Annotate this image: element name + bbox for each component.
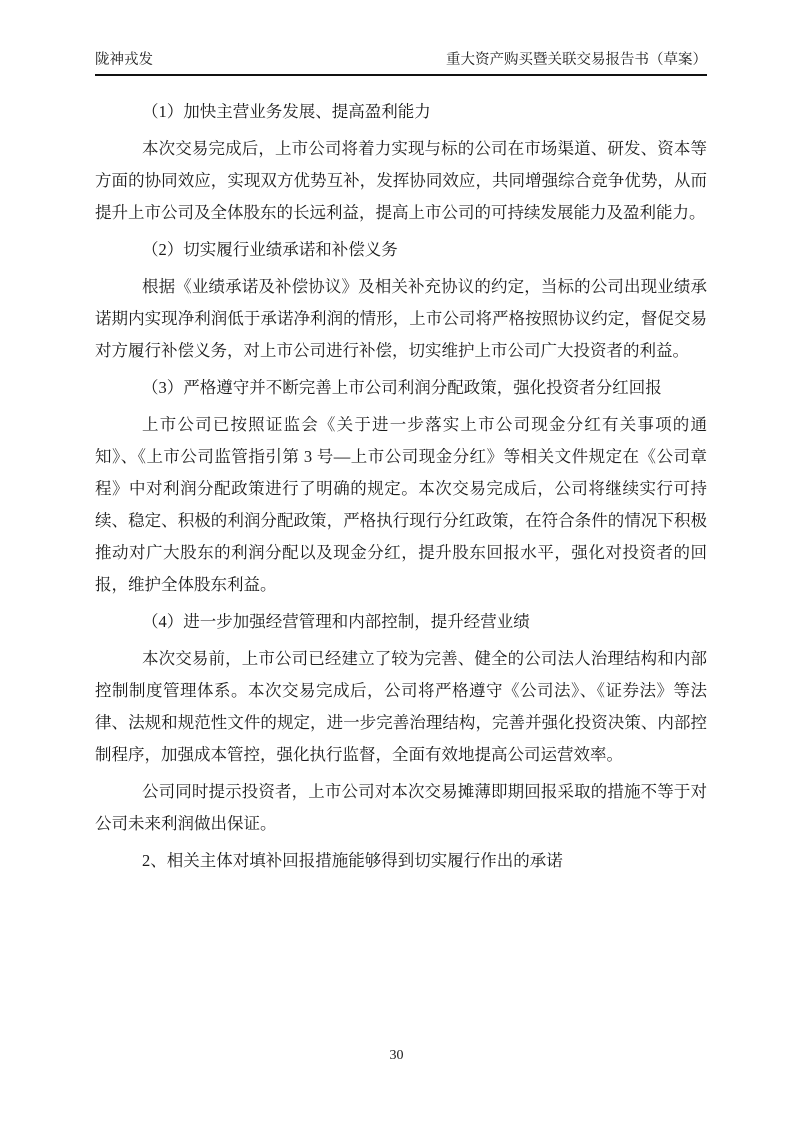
header-report-title: 重大资产购买暨关联交易报告书（草案）	[446, 52, 707, 68]
section-heading-2: （2）切实履行业绩承诺和补偿义务	[142, 240, 398, 259]
paragraph: 本次交易前，上市公司已经建立了较为完善、健全的公司法人治理结构和内部控制制度管理体系。本次交易完成后，公司将严格遵守《公司法》、《证券法》等法律、法规和规范性文件的规定，进一步完善治理结构，完善并强化投资决策、内部控制程序，加强成本管控，强化执行监督，全面有效地提高公司运营效率。	[95, 649, 707, 764]
section-heading-commitments: 2、相关主体对填补回报措施能够得到切实履行作出的承诺	[142, 851, 563, 870]
paragraph: 根据《业绩承诺及补偿协议》及相关补充协议的约定，当标的公司出现业绩承诺期内实现净利润低于承诺净利润的情形，上市公司将严格按照协议约定，督促交易对方履行补偿义务，对上市公司进行补偿，切实维护上市公司广大投资者的利益。	[95, 277, 707, 360]
header-company-name: 陇神戎发	[95, 52, 153, 68]
section-heading-4: （4）进一步加强经营管理和内部控制，提升经营业绩	[142, 612, 530, 631]
paragraph: 本次交易完成后，上市公司将着力实现与标的公司在市场渠道、研发、资本等方面的协同效应，实现双方优势互补，发挥协同效应，共同增强综合竞争优势，从而提升上市公司及全体股东的长远利益，提高上市公司的可持续发展能力及盈利能力。	[95, 139, 707, 222]
document-body	[95, 96, 707, 877]
paragraph: 公司同时提示投资者，上市公司对本次交易摊薄即期回报采取的措施不等于对公司未来利润做出保证。	[95, 782, 707, 833]
section-heading-3: （3）严格遵守并不断完善上市公司利润分配政策，强化投资者分红回报	[142, 378, 662, 397]
section-heading-1: （1）加快主营业务发展、提高盈利能力	[142, 102, 431, 121]
page-header	[95, 0, 707, 76]
page-number: 30	[389, 1048, 404, 1063]
paragraph: 上市公司已按照证监会《关于进一步落实上市公司现金分红有关事项的通知》、《上市公司监管指引第 3 号—上市公司现金分红》等相关文件规定在《公司章程》中对利润分配政策进行了明确的规定。本次交易完成后，公司将继续实行可持续、稳定、积极的利润分配政策，严格执行现行分红政策，在符合条件的情况下积极推动对广大股东的利润分配以及现金分红，提升股东回报水平，强化对投资者的回报，维护全体股东利益。	[95, 415, 707, 594]
